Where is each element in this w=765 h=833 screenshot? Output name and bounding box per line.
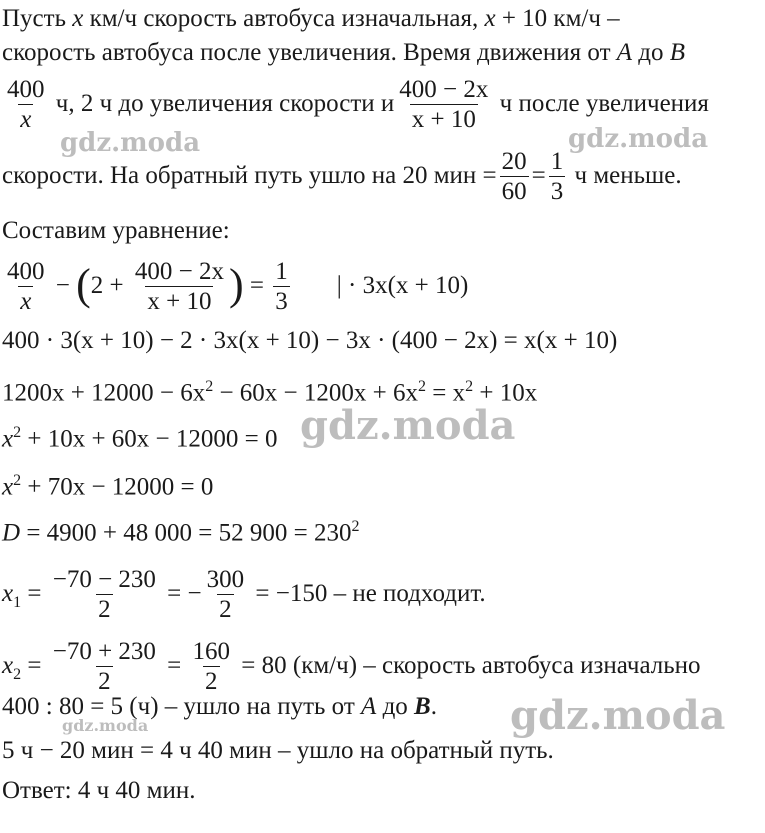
fraction-160-2: $\frac{160}{2}$ (192, 638, 231, 695)
fraction-second-part: $\frac{400 - 2x}{x + 10}$ (399, 76, 489, 133)
watermark-logo: gdz.moda (60, 128, 201, 158)
equation-4: $x^2 + 10x + 60x - 12000 = 0$ (2, 424, 278, 453)
equation-6-discriminant: D = 4900 + 48 000 = 52 $900 = 230^2$ (2, 518, 360, 547)
text-line-3: $\frac{400}{x}$ ч, 2 ч до увеличения скорости и $\frac{400 - 2x}{x + 10}$ ч после увеличения (7, 76, 709, 133)
text-line-1: Пусть x км/ч скорость автобуса изначальная, x + 10 км/ч – (2, 5, 620, 32)
text-line-2: скорость автобуса после увеличения. Время движения от A до B (2, 39, 686, 66)
equation-9: 400 : 80 = 5 (ч) – ушло на путь от A до B. (2, 693, 437, 720)
fraction-root1: $\frac{-70 - 230}{2}$ (52, 566, 156, 623)
equation-1: $\frac{400}{x}$ − (2 + $\frac{400 - 2x}{x + 10}$ ) = $\frac{1}{3}$ | · 3x(x + 10) (7, 258, 469, 315)
fraction-inner: $\frac{400 - 2x}{x + 10}$ (134, 258, 224, 315)
fraction-300-2: $\frac{300}{2}$ (206, 566, 245, 623)
equation-10: 5 ч − 20 мин = 4 ч 40 мин – ушло на обратный путь. (2, 737, 554, 764)
fraction-20-60: $\frac{20}{60}$ (501, 148, 527, 205)
fraction-400-x: $\frac{400}{x}$ (7, 258, 45, 315)
text-line-4: скорости. На обратный путь ушло на 20 мин = $\frac{20}{60}$ = $\frac{1}{3}$ ч меньше. (2, 148, 682, 205)
equation-5: $x^2 + 70x - 12000 = 0$ (2, 472, 214, 501)
equation-3: $1200x + 12000 - 6x^2 - 60x - 1200x + 6x^2 = x^2 + 10x$ (2, 378, 538, 407)
answer-line: Ответ: 4 ч 40 мин. (2, 777, 196, 804)
watermark-logo: gdz.moda (510, 692, 726, 739)
fraction-1-3: $\frac{1}{3}$ (550, 148, 564, 205)
fraction-one-third: $\frac{1}{3}$ (275, 258, 288, 315)
equation-2: 400 · 3(x + 10) − 2 · 3x(x + 10) − 3x · (400 − 2x) = x(x + 10) (2, 327, 618, 354)
fraction-root2: $\frac{-70 + 230}{2}$ (52, 638, 156, 695)
watermark-logo: gdz.moda (568, 124, 709, 154)
equation-7-root-1: $x_1$ = $\frac{-70 - 230}{2}$ = − $\frac{300}{2}$ = −150 – не подходит. (2, 566, 486, 623)
equation-8-root-2: $x_2$ = $\frac{-70 + 230}{2}$ = $\frac{160}{2}$ = 80 (км/ч) – скорость автобуса изначально (2, 638, 701, 695)
watermark-logo: gdz.moda (300, 402, 516, 449)
text-line-5: Составим уравнение: (2, 217, 230, 244)
fraction-400-over-x: $\frac{400}{x}$ (7, 76, 45, 133)
watermark-logo: gdz.moda (62, 716, 149, 735)
